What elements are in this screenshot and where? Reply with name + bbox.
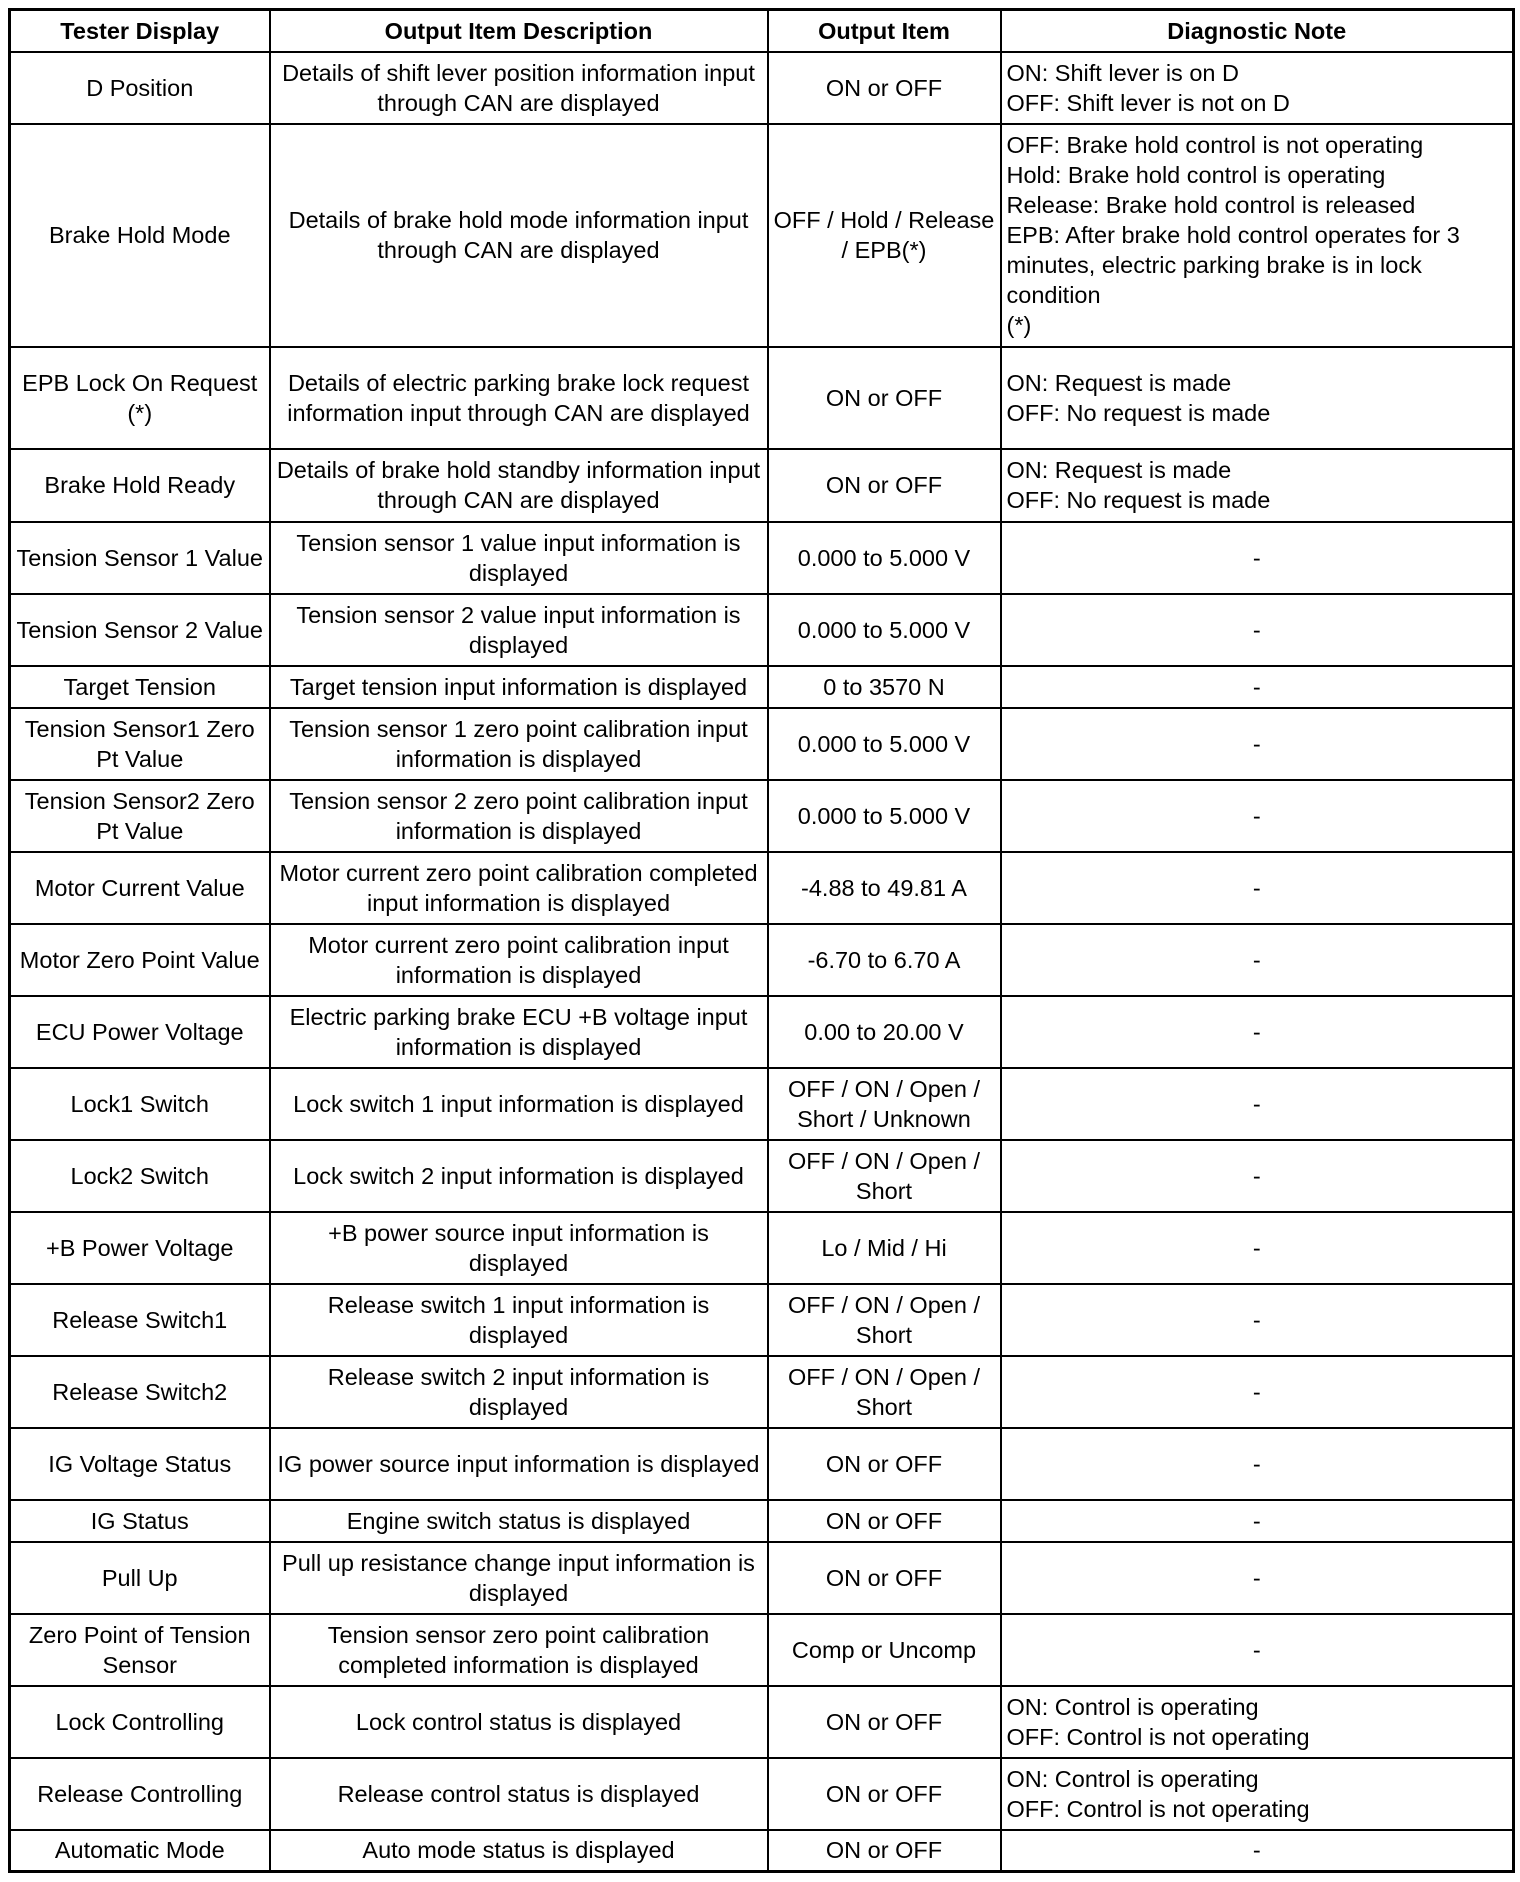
cell-output-item-description: Details of electric parking brake lock request information input through CAN are displayed <box>270 347 768 449</box>
cell-output-item: OFF / Hold / Release / EPB(*) <box>768 124 1001 347</box>
table-row <box>10 1830 1514 1872</box>
cell-diagnostic-note: - <box>1001 522 1514 594</box>
table-row <box>10 1542 1514 1614</box>
cell-output-item: Comp or Uncomp <box>768 1614 1001 1686</box>
cell-tester-display: Automatic Mode <box>10 1830 270 1872</box>
cell-diagnostic-note: - <box>1001 1284 1514 1356</box>
cell-output-item-description: Tension sensor 2 zero point calibration input information is displayed <box>270 780 768 852</box>
table-row <box>10 1284 1514 1356</box>
cell-output-item: OFF / ON / Open / Short <box>768 1140 1001 1212</box>
cell-tester-display: Release Switch2 <box>10 1356 270 1428</box>
cell-tester-display: Zero Point of Tension Sensor <box>10 1614 270 1686</box>
cell-diagnostic-note: - <box>1001 852 1514 924</box>
cell-tester-display: Lock1 Switch <box>10 1068 270 1140</box>
cell-output-item: ON or OFF <box>768 347 1001 449</box>
cell-tester-display: IG Voltage Status <box>10 1428 270 1500</box>
cell-output-item-description: Lock switch 1 input information is displayed <box>270 1068 768 1140</box>
table-row <box>10 924 1514 996</box>
cell-output-item: ON or OFF <box>768 1500 1001 1542</box>
cell-output-item-description: Lock switch 2 input information is displayed <box>270 1140 768 1212</box>
cell-output-item-description: Release switch 2 input information is displayed <box>270 1356 768 1428</box>
header-diagnostic-note: Diagnostic Note <box>1001 10 1514 52</box>
cell-tester-display: Tension Sensor 1 Value <box>10 522 270 594</box>
table-row <box>10 852 1514 924</box>
table-row <box>10 780 1514 852</box>
cell-output-item: 0.000 to 5.000 V <box>768 594 1001 666</box>
cell-diagnostic-note: - <box>1001 1140 1514 1212</box>
cell-diagnostic-note: ON: Control is operating OFF: Control is not operating <box>1001 1758 1514 1830</box>
cell-tester-display: IG Status <box>10 1500 270 1542</box>
table-row <box>10 1140 1514 1212</box>
cell-output-item: Lo / Mid / Hi <box>768 1212 1001 1284</box>
cell-tester-display: D Position <box>10 52 270 124</box>
table-row <box>10 522 1514 594</box>
cell-diagnostic-note: - <box>1001 780 1514 852</box>
cell-diagnostic-note: - <box>1001 1500 1514 1542</box>
cell-output-item: ON or OFF <box>768 1542 1001 1614</box>
cell-tester-display: Tension Sensor 2 Value <box>10 594 270 666</box>
cell-output-item: OFF / ON / Open / Short <box>768 1356 1001 1428</box>
cell-tester-display: EPB Lock On Request (*) <box>10 347 270 449</box>
cell-output-item: 0 to 3570 N <box>768 666 1001 708</box>
table-header-row <box>10 10 1514 52</box>
cell-diagnostic-note: - <box>1001 996 1514 1068</box>
cell-output-item-description: Tension sensor 2 value input information is displayed <box>270 594 768 666</box>
cell-diagnostic-note: ON: Control is operating OFF: Control is not operating <box>1001 1686 1514 1758</box>
cell-output-item-description: Release control status is displayed <box>270 1758 768 1830</box>
table-row <box>10 594 1514 666</box>
table-row <box>10 1356 1514 1428</box>
table-row <box>10 347 1514 449</box>
cell-diagnostic-note: - <box>1001 924 1514 996</box>
cell-diagnostic-note: - <box>1001 1212 1514 1284</box>
cell-diagnostic-note: - <box>1001 1356 1514 1428</box>
cell-output-item-description: Engine switch status is displayed <box>270 1500 768 1542</box>
cell-output-item: 0.00 to 20.00 V <box>768 996 1001 1068</box>
cell-output-item: 0.000 to 5.000 V <box>768 780 1001 852</box>
cell-output-item: ON or OFF <box>768 449 1001 522</box>
cell-tester-display: +B Power Voltage <box>10 1212 270 1284</box>
cell-diagnostic-note: ON: Request is made OFF: No request is made <box>1001 347 1514 449</box>
cell-tester-display: Target Tension <box>10 666 270 708</box>
cell-diagnostic-note: ON: Request is made OFF: No request is made <box>1001 449 1514 522</box>
header-output-item: Output Item <box>768 10 1001 52</box>
cell-output-item-description: Details of shift lever position information input through CAN are displayed <box>270 52 768 124</box>
cell-output-item: 0.000 to 5.000 V <box>768 522 1001 594</box>
cell-output-item: -6.70 to 6.70 A <box>768 924 1001 996</box>
cell-output-item-description: Motor current zero point calibration completed input information is displayed <box>270 852 768 924</box>
data-list-table <box>8 8 1515 1873</box>
table-row <box>10 1428 1514 1500</box>
cell-tester-display: Brake Hold Mode <box>10 124 270 347</box>
table-row <box>10 52 1514 124</box>
cell-output-item: ON or OFF <box>768 52 1001 124</box>
cell-output-item-description: Motor current zero point calibration input information is displayed <box>270 924 768 996</box>
table-row <box>10 1686 1514 1758</box>
cell-output-item: -4.88 to 49.81 A <box>768 852 1001 924</box>
table-row <box>10 1758 1514 1830</box>
table-row <box>10 449 1514 522</box>
cell-tester-display: Brake Hold Ready <box>10 449 270 522</box>
cell-tester-display: Release Controlling <box>10 1758 270 1830</box>
header-tester-display: Tester Display <box>10 10 270 52</box>
cell-tester-display: Pull Up <box>10 1542 270 1614</box>
cell-diagnostic-note: ON: Shift lever is on D OFF: Shift lever is not on D <box>1001 52 1514 124</box>
cell-output-item-description: IG power source input information is displayed <box>270 1428 768 1500</box>
cell-output-item: ON or OFF <box>768 1758 1001 1830</box>
cell-diagnostic-note: - <box>1001 1614 1514 1686</box>
table-row <box>10 708 1514 780</box>
cell-tester-display: Lock Controlling <box>10 1686 270 1758</box>
table-container <box>8 8 1515 1873</box>
table-row <box>10 996 1514 1068</box>
table-row <box>10 1500 1514 1542</box>
cell-output-item: ON or OFF <box>768 1830 1001 1872</box>
cell-diagnostic-note: - <box>1001 1830 1514 1872</box>
header-output-item-description: Output Item Description <box>270 10 768 52</box>
cell-output-item-description: Details of brake hold standby information input through CAN are displayed <box>270 449 768 522</box>
table-row <box>10 1614 1514 1686</box>
cell-tester-display: Release Switch1 <box>10 1284 270 1356</box>
cell-output-item-description: +B power source input information is displayed <box>270 1212 768 1284</box>
table-row <box>10 1068 1514 1140</box>
cell-diagnostic-note: - <box>1001 1068 1514 1140</box>
cell-output-item-description: Tension sensor 1 zero point calibration input information is displayed <box>270 708 768 780</box>
cell-output-item: ON or OFF <box>768 1428 1001 1500</box>
cell-output-item: 0.000 to 5.000 V <box>768 708 1001 780</box>
cell-output-item-description: Auto mode status is displayed <box>270 1830 768 1872</box>
cell-output-item-description: Pull up resistance change input information is displayed <box>270 1542 768 1614</box>
cell-output-item: OFF / ON / Open / Short <box>768 1284 1001 1356</box>
table-row <box>10 666 1514 708</box>
cell-diagnostic-note: - <box>1001 1542 1514 1614</box>
cell-diagnostic-note: - <box>1001 666 1514 708</box>
cell-diagnostic-note: - <box>1001 708 1514 780</box>
cell-output-item: ON or OFF <box>768 1686 1001 1758</box>
table-row <box>10 124 1514 347</box>
cell-tester-display: Tension Sensor2 Zero Pt Value <box>10 780 270 852</box>
cell-diagnostic-note: - <box>1001 594 1514 666</box>
cell-diagnostic-note: OFF: Brake hold control is not operating Hold: Brake hold control is operating Release: Brake hold control is released EPB: After brake hold control operates for 3 minutes, electric parking brake is in lock condition (*) <box>1001 124 1514 347</box>
cell-tester-display: Motor Zero Point Value <box>10 924 270 996</box>
cell-output-item-description: Electric parking brake ECU +B voltage input information is displayed <box>270 996 768 1068</box>
cell-tester-display: ECU Power Voltage <box>10 996 270 1068</box>
cell-tester-display: Lock2 Switch <box>10 1140 270 1212</box>
table-row <box>10 1212 1514 1284</box>
cell-output-item-description: Target tension input information is displayed <box>270 666 768 708</box>
cell-tester-display: Tension Sensor1 Zero Pt Value <box>10 708 270 780</box>
cell-output-item: OFF / ON / Open / Short / Unknown <box>768 1068 1001 1140</box>
cell-output-item-description: Lock control status is displayed <box>270 1686 768 1758</box>
cell-output-item-description: Details of brake hold mode information input through CAN are displayed <box>270 124 768 347</box>
cell-output-item-description: Tension sensor 1 value input information is displayed <box>270 522 768 594</box>
cell-output-item-description: Tension sensor zero point calibration completed information is displayed <box>270 1614 768 1686</box>
cell-output-item-description: Release switch 1 input information is displayed <box>270 1284 768 1356</box>
cell-tester-display: Motor Current Value <box>10 852 270 924</box>
cell-diagnostic-note: - <box>1001 1428 1514 1500</box>
